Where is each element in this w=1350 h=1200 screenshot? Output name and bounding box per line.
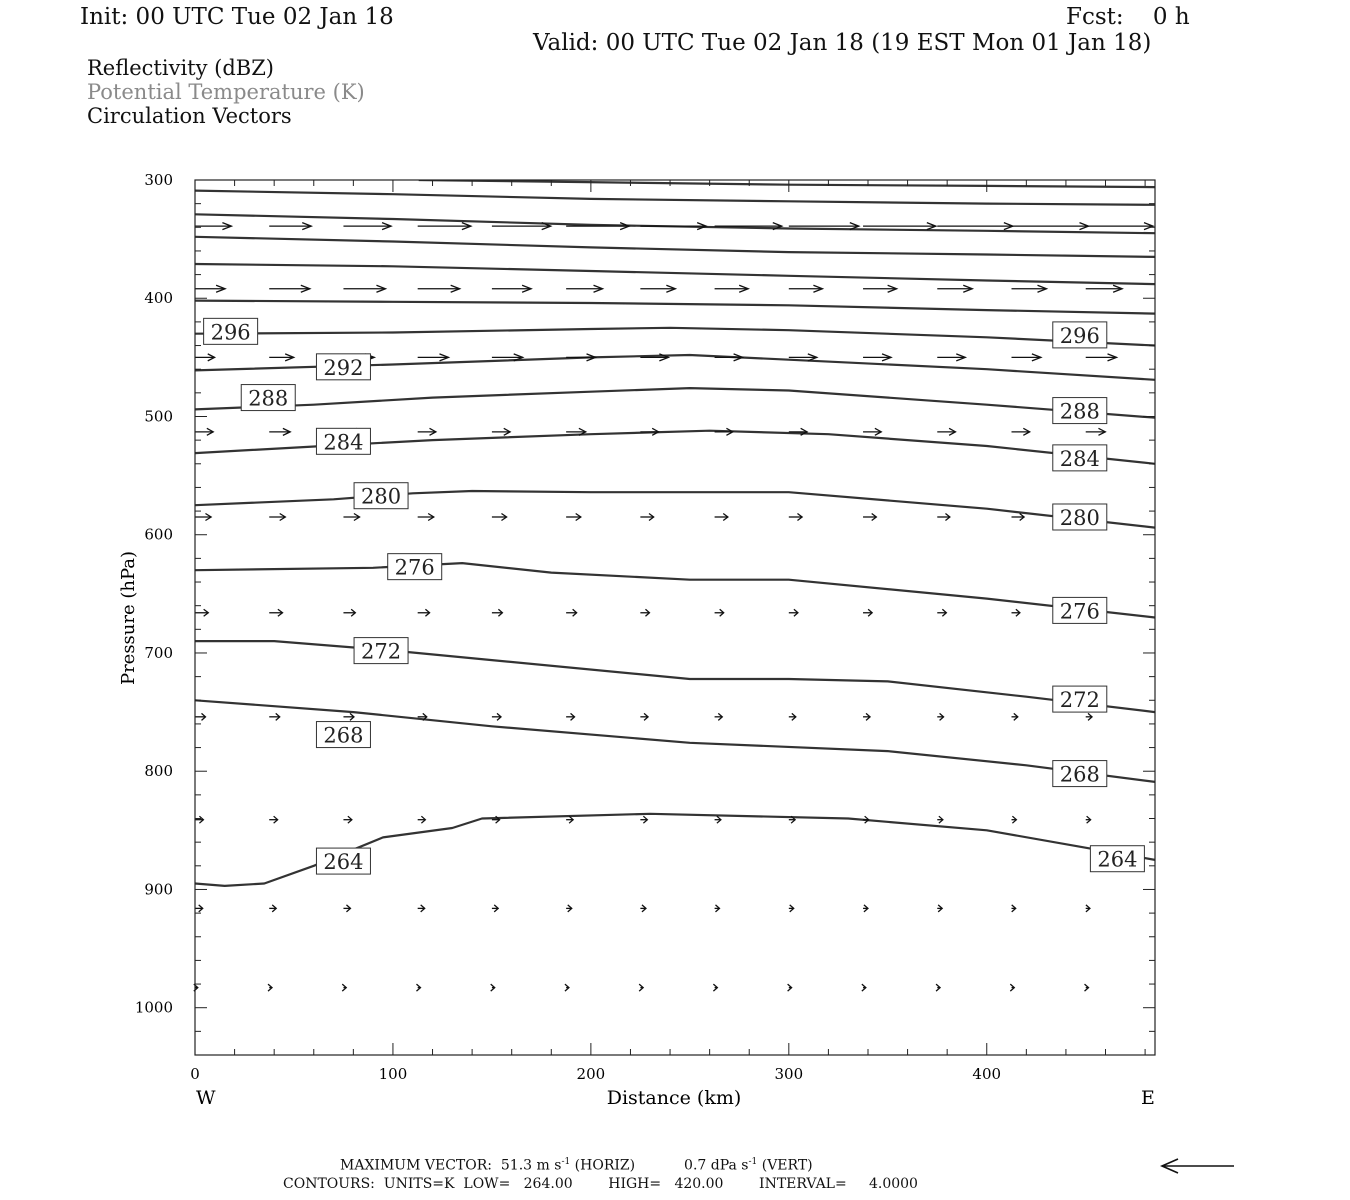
x-tick-label: 300 <box>774 1065 804 1083</box>
circulation-vector <box>269 609 282 616</box>
circulation-vector <box>342 984 346 991</box>
circulation-vector <box>565 984 569 991</box>
contour-label-text: 264 <box>323 850 364 875</box>
contour-label-text: 280 <box>1059 505 1100 530</box>
circulation-vector <box>491 984 495 991</box>
valid-time: Valid: 00 UTC Tue 02 Jan 18 (19 EST Mon 01 Jan 18) <box>533 30 1152 56</box>
circulation-vector <box>863 285 897 292</box>
circulation-vector <box>715 609 724 616</box>
contour-label-text: 276 <box>1059 599 1100 624</box>
circulation-vector <box>713 984 717 991</box>
contour-label-288 <box>1053 398 1107 424</box>
y-tick-label: 900 <box>144 880 173 899</box>
contour-label-276 <box>1053 597 1107 623</box>
circulation-vector <box>1086 816 1091 823</box>
reference-vector <box>1162 1159 1234 1173</box>
circulation-vector <box>418 223 471 230</box>
circulation-vector <box>863 513 876 520</box>
forecast-hour: Fcst: 0 h <box>1066 4 1190 30</box>
circulation-vector <box>788 984 792 991</box>
horiz-tag: (HORIZ) <box>574 1157 636 1174</box>
circulation-vector <box>1010 984 1014 991</box>
horiz-exponent: -1 <box>561 1157 571 1167</box>
contour-label-text: 272 <box>361 639 402 664</box>
circulation-vector <box>418 609 430 616</box>
circulation-vector <box>937 513 950 520</box>
circulation-vector <box>418 905 425 912</box>
circulation-vector <box>1011 428 1029 435</box>
circulation-vector <box>195 513 211 520</box>
vert-exponent: -1 <box>748 1157 758 1167</box>
circulation-vector <box>269 816 277 823</box>
circulation-vector <box>195 609 208 616</box>
legend-reflectivity: Reflectivity (dBZ) <box>87 56 275 80</box>
circulation-vector <box>269 285 310 292</box>
circulation-vector <box>343 609 355 616</box>
contour-label-268 <box>316 722 370 748</box>
contour-label-text: 288 <box>1059 399 1100 424</box>
contour-label-text: 292 <box>323 355 364 380</box>
circulation-vector <box>863 609 872 616</box>
contour-label-text: 268 <box>323 723 364 748</box>
theta-contours <box>195 180 1155 886</box>
circulation-vector <box>1086 223 1153 230</box>
circulation-vector <box>715 428 733 435</box>
circulation-vector <box>863 905 868 912</box>
circulation-vector <box>715 905 720 912</box>
theta-contour-316 <box>195 191 1155 205</box>
circulation-vector <box>1011 223 1088 230</box>
circulation-vector <box>1086 354 1117 361</box>
circulation-vector <box>789 513 802 520</box>
west-label: W <box>196 1087 216 1109</box>
y-tick-label: 300 <box>144 171 173 189</box>
circulation-vector <box>1011 513 1024 520</box>
theta-contour-300 <box>195 301 1155 314</box>
circulation-vector <box>789 905 794 912</box>
circulation-vector <box>343 513 359 520</box>
contour-label-276 <box>388 554 442 580</box>
circulation-vector <box>640 428 658 435</box>
theta-contour-276 <box>195 563 1155 617</box>
theta-contour-296 <box>195 328 1155 346</box>
circulation-vector <box>269 513 285 520</box>
y-tick-label: 400 <box>144 289 173 308</box>
circulation-vector <box>269 905 276 912</box>
circulation-vector <box>715 713 723 720</box>
circulation-vector <box>343 905 350 912</box>
circulation-vector <box>640 223 706 230</box>
y-axis-label: Pressure (hPa) <box>118 550 139 686</box>
circulation-vector <box>863 816 869 823</box>
circulation-vector <box>195 285 225 292</box>
circulation-vector <box>418 428 436 435</box>
circulation-vector <box>343 285 385 292</box>
circulation-vector <box>1086 428 1106 435</box>
circulation-vector <box>566 513 581 520</box>
circulation-vector <box>789 713 796 720</box>
theta-contour-272 <box>195 641 1155 712</box>
init-time: Init: 00 UTC Tue 02 Jan 18 <box>80 4 394 30</box>
circulation-vector <box>937 816 943 823</box>
theta-contour-320 <box>419 180 1155 187</box>
contour-label-text: 296 <box>1059 323 1100 348</box>
circulation-vector <box>195 713 206 720</box>
east-label: E <box>1141 1087 1155 1109</box>
circulation-vector <box>937 905 942 912</box>
contours-info: CONTOURS: UNITS=K LOW= 264.00 HIGH= 420.00 INTERVAL= 4.0000 <box>283 1176 918 1192</box>
circulation-vector <box>640 816 647 823</box>
circulation-vector <box>195 223 231 230</box>
contour-label-296 <box>204 318 258 344</box>
circulation-vector <box>418 285 460 292</box>
circulation-vector <box>1086 285 1122 292</box>
circulation-vector <box>937 285 972 292</box>
circulation-vector <box>640 713 648 720</box>
contour-label-text: 284 <box>1059 446 1100 471</box>
contour-label-280 <box>354 483 408 509</box>
circulation-vector <box>789 285 823 292</box>
y-tick-label: 1000 <box>134 998 173 1017</box>
axes <box>135 171 1155 1083</box>
circulation-vector <box>1011 354 1040 361</box>
circulation-vector <box>566 713 574 720</box>
circulation-vector <box>937 223 1013 230</box>
y-tick-label: 500 <box>144 407 173 426</box>
circulation-vector <box>936 984 940 991</box>
circulation-vector <box>418 354 449 361</box>
y-tick-label: 700 <box>144 643 173 662</box>
circulation-vector <box>269 713 280 720</box>
circulation-vector <box>863 354 891 361</box>
theta-contour-288 <box>195 388 1155 418</box>
contour-label-272 <box>1053 686 1107 712</box>
circulation-vector <box>1011 713 1017 720</box>
contour-label-text: 264 <box>1097 847 1138 872</box>
vert-tag: (VERT) <box>761 1157 813 1174</box>
circulation-vector <box>789 609 798 616</box>
circulation-vector <box>492 285 531 292</box>
contour-label-text: 276 <box>394 555 435 580</box>
circulation-vector <box>566 354 595 361</box>
circulation-vector <box>195 905 203 912</box>
circulation-vector <box>343 713 354 720</box>
circulation-vector <box>715 513 728 520</box>
max-vector-vert: 0.7 dPa s <box>684 1157 749 1174</box>
circulation-vector <box>418 513 434 520</box>
contour-label-text: 272 <box>1059 688 1100 713</box>
circulation-vector <box>195 428 213 435</box>
contour-label-272 <box>354 638 408 664</box>
circulation-vector <box>863 428 881 435</box>
circulation-vector <box>418 816 426 823</box>
theta-contour-308 <box>195 237 1155 257</box>
contour-label-292 <box>316 354 370 380</box>
circulation-vector <box>343 223 391 230</box>
circulation-vector <box>416 984 420 991</box>
circulation-vector <box>1086 713 1092 720</box>
contour-label-text: 268 <box>1059 762 1100 787</box>
circulation-vector <box>1011 816 1016 823</box>
y-tick-label: 600 <box>144 525 173 544</box>
circulation-vector <box>715 816 721 823</box>
theta-contour-312 <box>195 214 1155 233</box>
circulation-vector <box>566 816 573 823</box>
contour-label-296 <box>1053 322 1107 348</box>
max-vector-label: MAXIMUM VECTOR: <box>340 1157 492 1174</box>
contour-label-268 <box>1053 761 1107 787</box>
circulation-vector <box>640 285 675 292</box>
circulation-vector <box>639 984 643 991</box>
circulation-vector <box>195 354 215 361</box>
theta-contour-304 <box>195 264 1155 284</box>
contour-label-text: 280 <box>361 484 402 509</box>
x-axis-label: Distance (km) <box>606 1087 742 1109</box>
circulation-vector <box>937 713 943 720</box>
circulation-vector <box>566 285 602 292</box>
x-tick-label: 100 <box>378 1065 408 1083</box>
circulation-vector <box>268 984 272 991</box>
circulation-vector <box>492 513 507 520</box>
contour-label-284 <box>1053 445 1107 471</box>
contour-label-284 <box>316 428 370 454</box>
circulation-vector <box>640 609 649 616</box>
y-tick-label: 800 <box>144 762 173 781</box>
circulation-vector <box>863 713 870 720</box>
circulation-vector <box>566 609 577 616</box>
circulation-vector <box>937 609 946 616</box>
circulation-vector <box>343 816 351 823</box>
circulation-vector <box>269 354 294 361</box>
contour-label-text: 284 <box>323 430 364 455</box>
circulation-vector <box>640 513 653 520</box>
circulation-vector <box>1011 905 1015 912</box>
contour-label-288 <box>241 385 295 411</box>
x-tick-label: 0 <box>190 1065 200 1083</box>
contour-label-280 <box>1053 504 1107 530</box>
contour-label-264 <box>316 848 370 874</box>
circulation-vector <box>492 609 503 616</box>
x-tick-label: 200 <box>576 1065 606 1083</box>
circulation-vector <box>715 354 743 361</box>
contour-label-text: 296 <box>210 320 251 345</box>
circulation-vector <box>862 984 866 991</box>
circulation-vector <box>640 905 646 912</box>
x-tick-label: 400 <box>972 1065 1002 1083</box>
circulation-vector <box>269 223 311 230</box>
circulation-vector <box>715 285 749 292</box>
circulation-vector <box>1011 609 1019 616</box>
circulation-vector <box>566 905 572 912</box>
max-vector-horiz: 51.3 m s <box>500 1157 562 1174</box>
circulation-vector <box>492 713 501 720</box>
contour-label-text: 288 <box>248 386 289 411</box>
legend-circulation-vectors: Circulation Vectors <box>87 104 292 128</box>
circulation-vector <box>937 428 955 435</box>
max-vector-line <box>340 1157 813 1174</box>
circulation-vector <box>1011 285 1046 292</box>
circulation-vector <box>492 905 498 912</box>
contour-labels <box>204 318 1145 874</box>
circulation-vector <box>269 428 290 435</box>
contour-label-264 <box>1090 846 1144 872</box>
theta-contour-280 <box>195 491 1155 528</box>
circulation-vector <box>492 428 510 435</box>
circulation-vector <box>195 816 203 823</box>
circulation-vector <box>937 354 965 361</box>
legend-potential-temperature: Potential Temperature (K) <box>87 80 365 104</box>
circulation-vector <box>1086 905 1090 912</box>
circulation-vector <box>1085 984 1089 991</box>
